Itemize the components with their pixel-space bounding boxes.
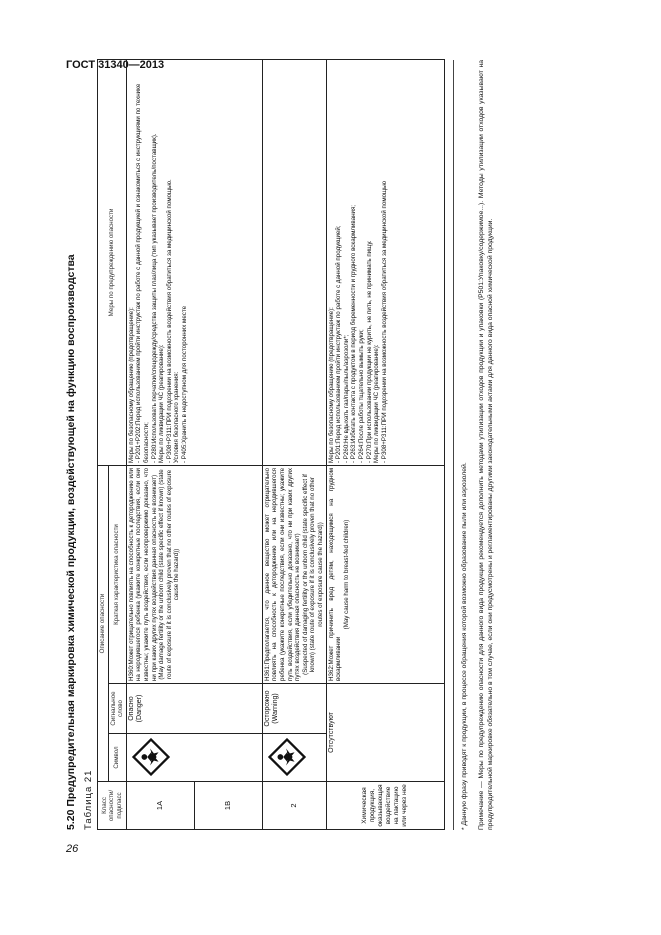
hazard-en: (Suspected of damaging fertility or the unborn child (state specific effect if known) (state route of exposure if it is conclusively proven that no other routes of exposure cause the hazard)) [301,474,324,675]
footnote: * Данную фразу приводят к продукции, в процессе обращения которой возможно образование пыли или аэрозолей. [461,462,468,830]
footnote-rule [453,60,454,830]
precautions-cell [326,59,444,465]
table-note: Примечание — Меры по предупреждению опасности для данного вида продукции рекомендуется дополнить методами утилизации отходов продукции и упаковки (Р501:Упаковку/содержимое...). Методы утилизации отходов указывают на предупредительной маркировке обязательно в том случае, если они предусмотрены и регламентированы другими законодательными актами для данного вида опасной химической продукции. [478,60,494,830]
hazard-ru: Н362:Может причинить вред детям, находящимся на грудном вскармливании [327,467,343,681]
hazard-en: (May damage fertility or the unborn child (state specific effect if known) (state route of exposure if it is conclusively proven that no other routes of exposure cause the hazard)) [158,469,181,680]
precaution-line: - Р308+Р311:ПРИ подозрении на возможность воздействия обратиться за медицинской помощью [380,181,388,463]
col-signal-word: Сигнальное слово [108,684,126,734]
class-cell: 2 [262,782,326,830]
precaution-line: Условия безопасного хранения: [173,371,181,463]
symbol-cell [262,734,326,782]
precautions-cell [262,59,326,465]
table-row [262,59,326,829]
precautions-cell [126,59,262,465]
page-number: 26 [66,843,79,855]
precaution-line: - Р280:Использовать перчатки/спецодежду/средства защиты глаз/лица (тип указывает производитель/поставщик). [150,133,158,463]
hazard-table [97,59,445,830]
precaution-line: - Р201+Р202:Перед использованием пройти инструктаж по работе с данной продукцией и ознакомиться с инструкциями по технике безопасности; [135,83,150,463]
hazard-statement-cell [326,465,444,683]
hazard-ru: Н360:Может отрицательно повлиять на способность к детороджению или на неродившегося ребенка (укажите конкретные последствия, если они известны; укажите путь воздействия, если неопровержимо доказано, что ни при каких других путях воздействия данная опасность не возникает) [127,467,158,681]
hazard-ru: Н361:Предполагается, что данное вещество может отрицательно повлиять на способность к детороджению или на неродившегося ребенка (укажите конкретные последствия, если они известны; укажите путь воздействия, если убедительно доказано, что ни при каких других путях воздействия данная опасность не возникает) [263,467,302,681]
precaution-line: - Р260:Не вдыхать газ/пары/пыль/аэрозоли*; [342,334,350,463]
signal-word-cell: Опасно (Danger) [126,684,262,734]
hazard-en: (May cause harm to breast-fed children) [342,519,350,630]
symbol-cell [126,734,262,782]
precaution-line: Меры по безопасному обращению (предотвращение): [127,307,135,463]
precaution-line: - Р405:Хранить в недоступном для посторонних месте [180,305,188,463]
hazard-statement-cell [262,465,326,683]
precaution-line: Меры по ликвидации ЧС (реагирование): [373,344,381,463]
class-cell: Химическая продукция, оказывающая воздействие на лактацию или через нее [326,782,444,830]
col-brief: Краткая характеристика опасности [108,465,126,683]
col-precautions: Меры по предупреждению опасности [98,59,127,465]
precaution-line: - Р264:После работы тщательно вымыть руки; [357,329,365,463]
precaution-line: Меры по ликвидации ЧС (реагирование): [158,344,166,463]
class-cell: 1В [194,782,262,830]
col-hazard-description: Описание опасности [98,465,109,781]
class-cell: 1А [126,782,194,830]
precaution-line: - Р201:Перед использованием пройти инструктаж по работе с данной продукцией; [335,225,343,463]
section-title: 5.20 Предупредительная маркировка химической продукции, воздействующей на функцию воспроизводства [65,254,77,830]
precaution-line: - Р308+Р311:ПРИ подозрении на возможность воздействия обратиться за медицинской помощью. [165,179,173,463]
precaution-line: - Р270:При использовании продукции не курить, не пить, не принимать пищу. [365,240,373,463]
health-hazard-icon [132,739,170,777]
symbol-absent-cell: Отсутствуют [326,684,444,782]
table-header-row [98,59,109,829]
col-symbol: Символ [108,734,126,782]
precaution-line: Меры по безопасному обращению (предотвращение): [327,307,335,463]
hazard-statement-cell [126,465,262,683]
health-hazard-icon [268,739,306,777]
col-class: Класс опасности/ подкласс [98,782,127,830]
precaution-line: - Р263:Избегать контакта с продуктом в период беременности и грудного вскармливания; [350,204,358,463]
table-caption: Таблица 21 [83,769,94,830]
standard-header: ГОСТ 31340—2013 [66,59,165,71]
table-row [326,59,444,829]
rotated-content [65,60,605,830]
signal-word-cell: Осторожно (Warning) [262,684,326,734]
table-row [126,59,194,829]
